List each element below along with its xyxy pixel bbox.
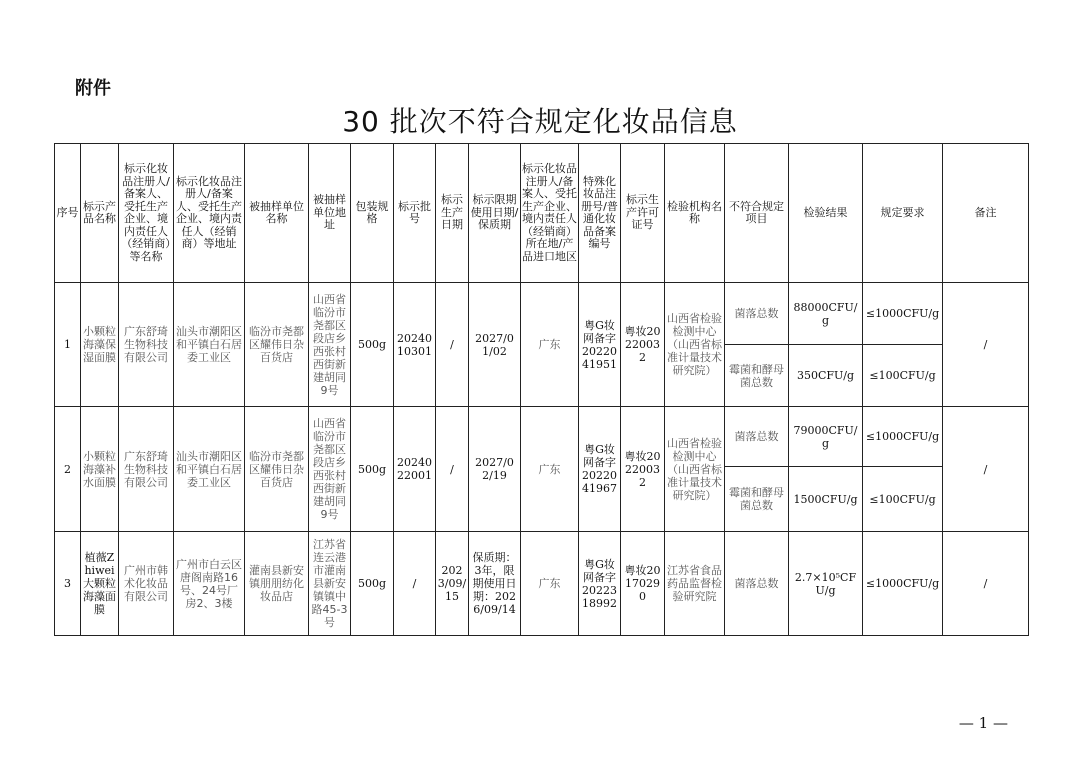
region: 广东: [521, 532, 579, 636]
header-cell: 被抽样单位名称: [245, 144, 309, 283]
test-result: 350CFU/g: [789, 345, 863, 407]
table-row: [55, 407, 1029, 467]
row-number: 3: [55, 532, 81, 636]
requirement: ≤1000CFU/g: [863, 283, 943, 345]
header-cell: 标示批号: [394, 144, 436, 283]
header-cell: 标示化妆品注册人/备案人、受托生产企业、境内责任人（经销商）等地址: [174, 144, 245, 283]
header-cell: 特殊化妆品注册号/普通化妆品备案编号: [579, 144, 621, 283]
company-address: 广州市白云区唐阁南路16号、24号厂房2、3楼: [174, 532, 245, 636]
batch-number: 2024022001: [394, 407, 436, 532]
header-cell: 不符合规定项目: [725, 144, 789, 283]
header-cell: 标示化妆品注册人/备案人、受托生产企业、境内责任人（经销商）等名称: [119, 144, 174, 283]
nonconforming-cosmetics-table: [54, 143, 1029, 636]
test-result: 1500CFU/g: [789, 467, 863, 532]
sampled-unit-name: 临汾市尧都区耀伟日杂百货店: [245, 283, 309, 407]
requirement: ≤1000CFU/g: [863, 532, 943, 636]
package-spec: 500g: [351, 283, 394, 407]
registration-number: 粤G妆网备字2022318992: [579, 532, 621, 636]
attachment-label: 附件: [75, 78, 111, 99]
table-header-row: [55, 144, 1029, 283]
company-name: 广东舒琦生物科技有限公司: [119, 283, 174, 407]
row-number: 1: [55, 283, 81, 407]
license-number: 粤妆20220032: [621, 283, 665, 407]
region: 广东: [521, 407, 579, 532]
region: 广东: [521, 283, 579, 407]
nonconforming-item: 菌落总数: [725, 407, 789, 467]
document-title: 30 批次不符合规定化妆品信息: [342, 105, 738, 138]
test-result: 2.7×10⁵CFU/g: [789, 532, 863, 636]
company-name: 广州市韩术化妆品有限公司: [119, 532, 174, 636]
sampled-unit-address: 山西省临汾市尧都区段店乡西张村西街新建胡同9号: [309, 283, 351, 407]
table-row: [55, 532, 1029, 636]
nonconforming-item: 霉菌和酵母菌总数: [725, 345, 789, 407]
header-cell: 标示产品名称: [81, 144, 119, 283]
requirement: ≤1000CFU/g: [863, 407, 943, 467]
requirement: ≤100CFU/g: [863, 467, 943, 532]
header-cell: 标示限期使用日期/保质期: [469, 144, 521, 283]
remark: /: [943, 407, 1029, 532]
company-address: 汕头市潮阳区和平镇白石居委工业区: [174, 283, 245, 407]
header-cell: 序号: [55, 144, 81, 283]
production-date: /: [436, 407, 469, 532]
nonconforming-item: 菌落总数: [725, 283, 789, 345]
company-address: 汕头市潮阳区和平镇白石居委工业区: [174, 407, 245, 532]
testing-institution: 江苏省食品药品监督检验研究院: [665, 532, 725, 636]
page-number: — 1 —: [958, 714, 1008, 732]
registration-number: 粤G妆网备字2022041951: [579, 283, 621, 407]
batch-number: /: [394, 532, 436, 636]
production-date: /: [436, 283, 469, 407]
table-row: [55, 283, 1029, 345]
testing-institution: 山西省检验检测中心（山西省标准计量技术研究院）: [665, 407, 725, 532]
row-number: 2: [55, 407, 81, 532]
header-cell: 标示化妆品注册人/备案人、受托生产企业、境内责任人（经销商）所在地/产品进口地区: [521, 144, 579, 283]
header-cell: 检验机构名称: [665, 144, 725, 283]
sampled-unit-name: 临汾市尧都区耀伟日杂百货店: [245, 407, 309, 532]
nonconforming-item: 霉菌和酵母菌总数: [725, 467, 789, 532]
product-name: 小颗粒海藻补水面膜: [81, 407, 119, 532]
header-cell: 包装规格: [351, 144, 394, 283]
production-date: 2023/09/15: [436, 532, 469, 636]
expiry-date: 2027/02/19: [469, 407, 521, 532]
product-name: 植薇Zhiwei大颗粒海藻面膜: [81, 532, 119, 636]
product-name: 小颗粒海藻保湿面膜: [81, 283, 119, 407]
package-spec: 500g: [351, 532, 394, 636]
package-spec: 500g: [351, 407, 394, 532]
sampled-unit-name: 灌南县新安镇朋朋纺化妆品店: [245, 532, 309, 636]
remark: /: [943, 532, 1029, 636]
expiry-date: 保质期：3年，限期使用日期：2026/09/14: [469, 532, 521, 636]
batch-number: 2024010301: [394, 283, 436, 407]
registration-number: 粤G妆网备字2022041967: [579, 407, 621, 532]
testing-institution: 山西省检验检测中心（山西省标准计量技术研究院）: [665, 283, 725, 407]
requirement: ≤100CFU/g: [863, 345, 943, 407]
test-result: 79000CFU/g: [789, 407, 863, 467]
header-cell: 被抽样单位地址: [309, 144, 351, 283]
sampled-unit-address: 山西省临汾市尧都区段店乡西张村西街新建胡同9号: [309, 407, 351, 532]
license-number: 粤妆20170290: [621, 532, 665, 636]
sampled-unit-address: 江苏省连云港市灌南县新安镇镇中路45-3号: [309, 532, 351, 636]
nonconforming-item: 菌落总数: [725, 532, 789, 636]
header-cell: 标示生产许可证号: [621, 144, 665, 283]
license-number: 粤妆20220032: [621, 407, 665, 532]
remark: /: [943, 283, 1029, 407]
expiry-date: 2027/01/02: [469, 283, 521, 407]
company-name: 广东舒琦生物科技有限公司: [119, 407, 174, 532]
header-cell: 检验结果: [789, 144, 863, 283]
header-cell: 标示生产日期: [436, 144, 469, 283]
test-result: 88000CFU/g: [789, 283, 863, 345]
header-cell: 规定要求: [863, 144, 943, 283]
header-cell: 备注: [943, 144, 1029, 283]
